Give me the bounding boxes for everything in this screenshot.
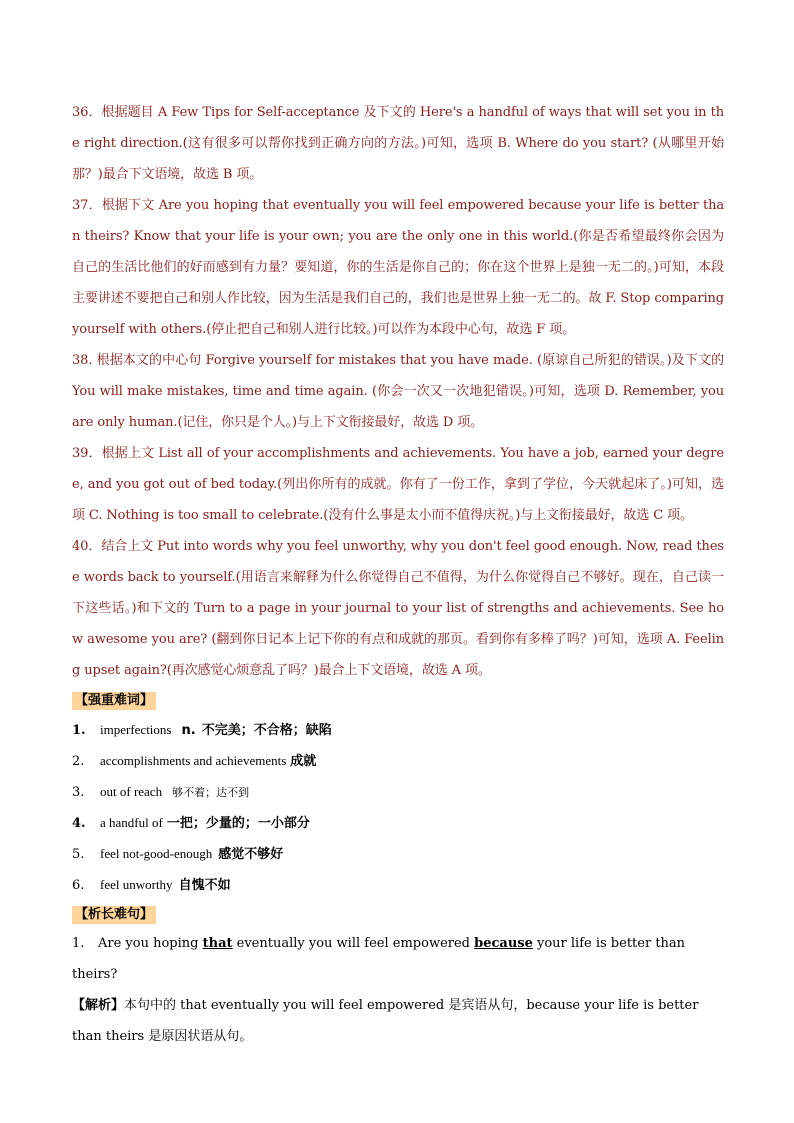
vocab-number: 5.: [72, 847, 85, 862]
vocab-term: a handful of: [100, 815, 163, 830]
vocab-item: [72, 869, 724, 900]
answer-37: 37．根据下文 Are you hoping that eventually you will feel empowered because your life is better than theirs? Know that your life is your own; you are the only one in this world.(你是否希望最终你会因为自己的生活比他们的好而感到有力量？要知道，你的生活是你自己的；你在这个世界上是独一无二的。)可知，本段主要讲述不要把自己和别人作比较，因为生活是我们自己的，我们也是世界上独一无二的。故 F. Stop comparing yourself with others.(停止把自己和别人进行比较。)可以作为本段中心句，故选 F 项。: [72, 198, 724, 337]
vocab-term: accomplishments and achievements: [100, 753, 287, 768]
vocab-number: 6.: [72, 878, 85, 893]
vocab-meaning: 成就: [290, 754, 317, 769]
vocab-number: 3.: [72, 785, 85, 800]
vocab-term: feel unworthy: [100, 877, 173, 892]
answer-40: 40．结合上文 Put into words why you feel unworthy, why you don't feel good enough. Now, read these words back to yourself.(用语言来解释为什么你觉得自己不值得，为什么你觉得自己不够好。现在，自己读一下这些话。)和下文的 Turn to a page in your journal to your list of strengths and achievements. See how awesome you are? (翻到你日记本上记下你的有点和成就的那页。看到你有多棒了吗？)可知，选项 A. Feeling upset again?(再次感觉心烦意乱了吗？)最合上下文语境，故选 A 项。: [72, 539, 724, 678]
vocab-number: 2.: [72, 754, 85, 769]
analysis-label: 【解析】: [72, 998, 125, 1013]
sentence-part: Are you hoping: [98, 936, 203, 951]
sentence-analysis: [72, 990, 724, 1052]
long-sentence-section: [72, 900, 724, 1052]
answer-38: 38. 根据本文的中心句 Forgive yourself for mistakes that you have made. (原谅自己所犯的错误。)及下文的 You will make mistakes, time and time again. (你会一次又一次地犯错误。)可知，选项 D. Remember, you are only human.(记住，你只是个人。)与上下文衔接最好，故选 D 项。: [72, 353, 724, 430]
vocab-item: [72, 838, 724, 869]
vocab-term: feel not-good-enough: [100, 846, 213, 861]
vocab-meaning: 自愧不如: [178, 878, 231, 893]
vocab-number: 4.: [72, 816, 86, 831]
document-page: [72, 97, 724, 1052]
answer-explanations: [72, 97, 724, 686]
sentence-underlined-word: because: [474, 936, 533, 951]
vocab-item: [72, 776, 724, 807]
sentence-underlined-word: that: [202, 936, 233, 951]
answer-36: 36．根据题目 A Few Tips for Self-acceptance 及下文的 Here's a handful of ways that will set you in the right direction.(这有很多可以帮你找到正确方向的方法。)可知，选项 B. Where do you start? (从哪里开始那？)最合下文语境，故选 B 项。: [72, 105, 724, 182]
answer-39: 39．根据上文 List all of your accomplishments and achievements. You have a job, earned your degree, and you got out of bed today.(列出你所有的成就。你有了一份工作，拿到了学位，今天就起床了。)可知，选项 C. Nothing is too small to celebrate.(没有什么事是太小而不值得庆祝。)与上文衔接最好，故选 C 项。: [72, 446, 724, 523]
vocab-item: [72, 714, 724, 745]
vocab-term: out of reach: [100, 784, 163, 799]
vocab-part-of-speech: n.: [181, 723, 196, 738]
long-sentence: [72, 928, 724, 990]
sentence-part: your life is better than theirs?: [72, 936, 686, 982]
vocab-meaning: 一把；少量的；一小部分: [166, 816, 310, 831]
vocab-item: [72, 745, 724, 776]
vocab-list: [72, 714, 724, 900]
vocab-term: imperfections: [100, 722, 172, 737]
vocab-meaning: 感觉不够好: [218, 847, 284, 862]
vocab-meaning: 够不着；达不到: [172, 786, 250, 799]
analysis-text: 本句中的 that eventually you will feel empowered 是宾语从句，because your life is better than theirs 是原因状语从句。: [72, 998, 699, 1044]
vocab-section-title: 【强重难词】: [72, 692, 156, 710]
vocab-meaning: 不完美；不合格；缺陷: [201, 723, 332, 738]
vocab-section: [72, 686, 724, 900]
sentence-number: 1.: [72, 936, 85, 951]
sentence-part: eventually you will feel empowered: [232, 936, 475, 951]
vocab-number: 1.: [72, 723, 86, 738]
vocab-item: [72, 807, 724, 838]
sentence-section-title: 【析长难句】: [72, 906, 156, 924]
